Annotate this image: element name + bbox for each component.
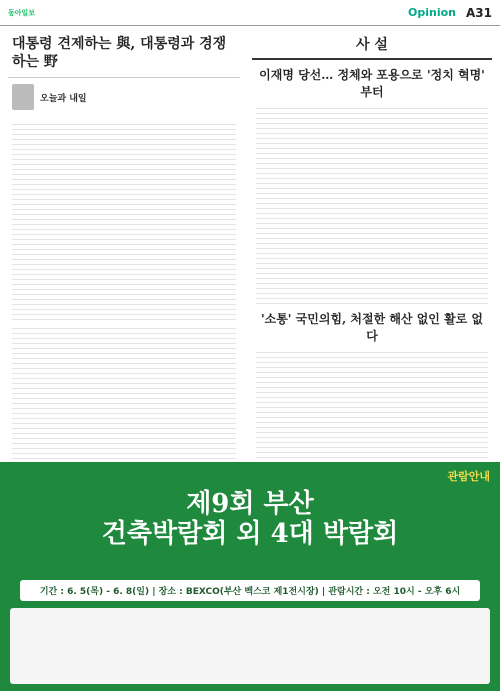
exhibition-advertisement [0, 462, 500, 691]
paper-name: 동아일보 [8, 8, 36, 17]
ad-title-line2: 건축박람회 외 4대 박람회 [101, 518, 399, 549]
page-number: A31 [466, 5, 492, 20]
column-right [252, 30, 492, 455]
masthead [0, 0, 500, 26]
column-left [8, 30, 240, 455]
section-label: Opinion [408, 6, 456, 19]
column-tag: 오늘과 내일 [40, 93, 87, 104]
ad-badge: 관람안내 [447, 470, 490, 483]
editorial-1-title: 이재명 당선… 정체와 포용으로 '정치 혁명' 부터 [259, 68, 485, 99]
column-byline [8, 78, 240, 116]
author-photo [12, 84, 34, 110]
column-headline: 대통령 견제하는 與, 대통령과 경쟁하는 野 [8, 30, 240, 78]
editorial-label: 사 설 [252, 30, 492, 60]
editorial-2-title: '소통' 국민의힘, 처절한 해산 없인 활로 없다 [260, 312, 484, 343]
ad-title-line1: 제9회 부산 [186, 489, 314, 519]
ad-info-panel [10, 608, 490, 684]
column-body-text [12, 120, 236, 320]
editorial-1-body [256, 104, 488, 304]
ad-period: 기간 : 6. 5(목) - 6. 8(일) | 장소 : BEXCO(부산 벡스코 제1전시장) | 관람시간 : 오전 10시 - 오후 6시 [20, 580, 480, 601]
ad-title [0, 490, 500, 550]
second-column-body-text [12, 324, 236, 474]
